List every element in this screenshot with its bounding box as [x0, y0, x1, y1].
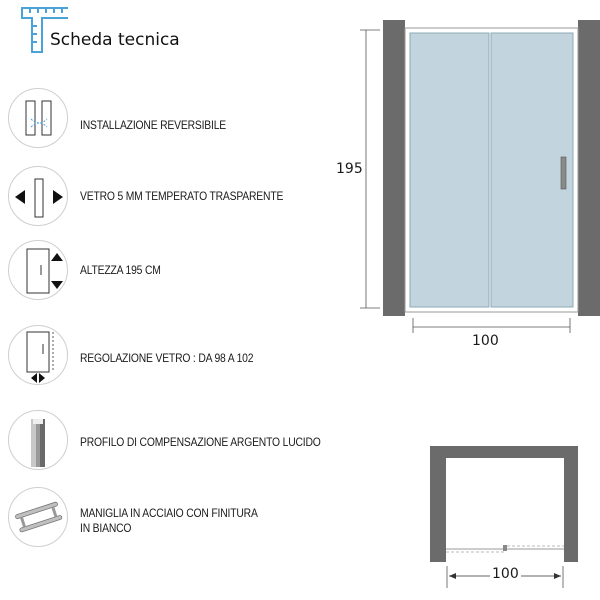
sliding-glass-panel [491, 33, 573, 307]
page-title: Scheda tecnica [50, 30, 180, 50]
feature-label-height: ALTEZZA 195 CM [80, 265, 161, 277]
feature-label-profile: PROFILO DI COMPENSAZIONE ARGENTO LUCIDO [80, 437, 321, 449]
glass-thickness-icon [8, 166, 68, 226]
feature-label-glass: VETRO 5 MM TEMPERATO TRASPARENTE [80, 191, 284, 203]
reversible-icon [8, 88, 68, 148]
width-dimension-label: 100 [472, 333, 499, 349]
adjustment-icon [8, 325, 68, 385]
plan-width-dimension-label: 100 [492, 566, 519, 582]
left-wall [383, 20, 405, 316]
height-dimension-label: 195 [336, 161, 363, 177]
feature-label-reversible: INSTALLAZIONE REVERSIBILE [80, 120, 227, 132]
profile-icon [8, 410, 68, 470]
feature-label-adjustment: REGOLAZIONE VETRO : DA 98 A 102 [80, 353, 254, 365]
feature-label-handle-line1: MANIGLIA IN ACCIAIO CON FINITURA [80, 508, 258, 520]
door-handle [561, 157, 566, 189]
handle-icon [8, 487, 68, 547]
fixed-glass-panel [410, 33, 489, 307]
feature-label-handle-line2: IN BIANCO [80, 523, 132, 535]
right-wall [578, 20, 600, 316]
height-icon [8, 240, 68, 300]
